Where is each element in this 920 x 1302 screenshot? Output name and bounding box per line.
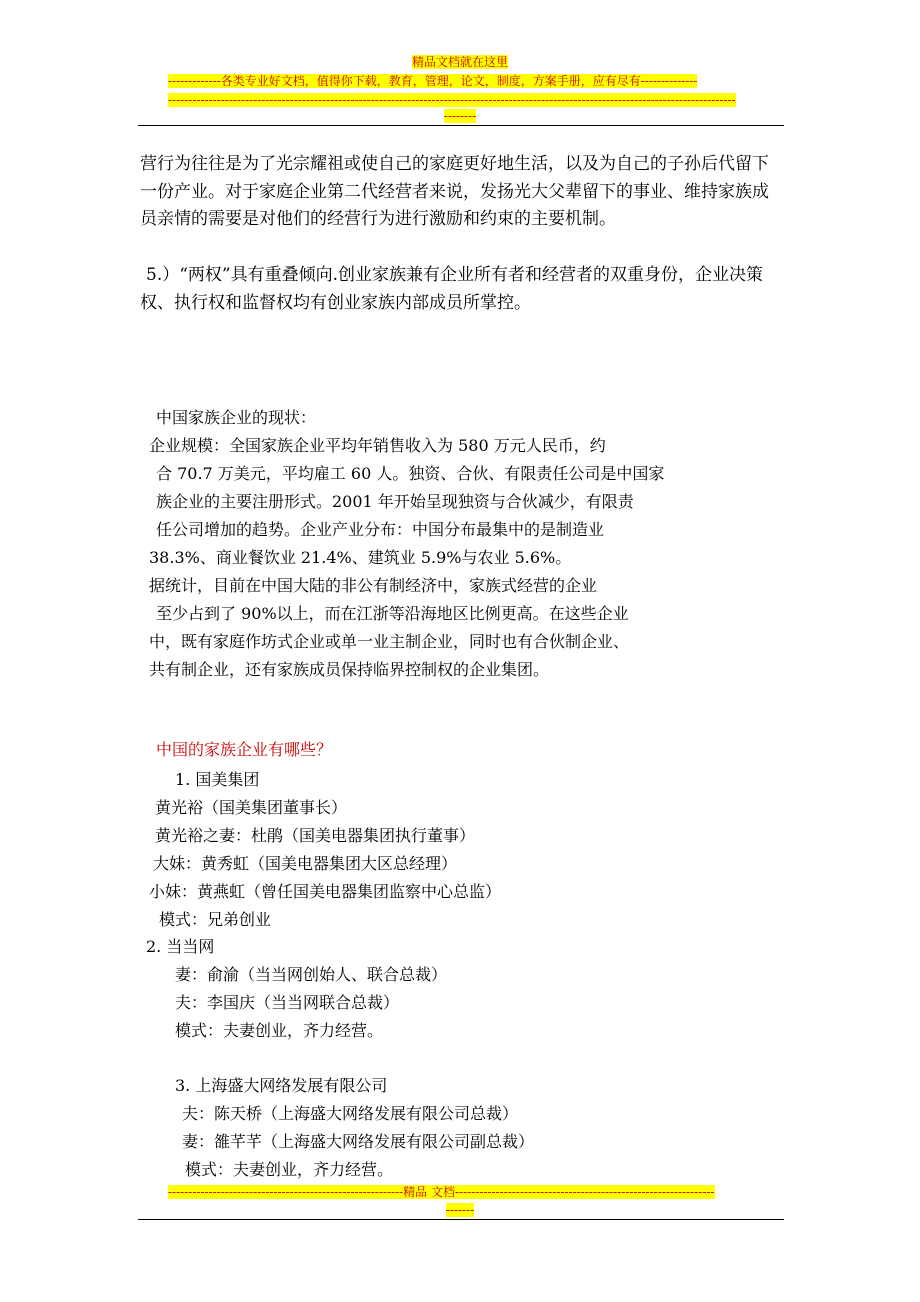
header-line1-text: -------------各类专业好文档，值得你下载，教育，管理，论文，制度，方案手册，应有尽有-------------- xyxy=(168,74,698,88)
gome-line: 小妹：黄燕虹（曾任国美电器集团监察中心总监） xyxy=(149,882,502,901)
footer-line1 xyxy=(168,1185,782,1200)
dangdang-line: 夫：李国庆（当当网联合总裁） xyxy=(175,993,400,1012)
status-line: 38.3%、商业餐饮业 21.4%、建筑业 5.9%与农业 5.6%。 xyxy=(149,548,572,567)
intro-paragraph-2: 5.）“两权”具有重叠倾向.创业家族兼有企业所有者和经营者的双重身份，企业决策权、执行权和监督权均有创业家族内部成员所掌控。 xyxy=(140,265,764,313)
status-line: 至少占到了 90%以上，而在江浙等沿海地区比例更高。在这些企业 xyxy=(156,604,629,623)
header-title-text: 精品文档就在这里 xyxy=(411,55,508,69)
footer-line1-text: ----------------------------------------------------------精品 文档---------------------------------------------------------------- xyxy=(168,1185,715,1199)
status-line: 族企业的主要注册形式。2001 年开始呈现独资与合伙减少，有限责 xyxy=(156,492,634,511)
gome-line: 模式：兄弟创业 xyxy=(159,910,272,929)
status-line: 企业规模：全国家族企业平均年销售收入为 580 万元人民币，约 xyxy=(149,436,606,455)
status-line: 据统计，目前在中国大陆的非公有制经济中，家族式经营的企业 xyxy=(149,576,598,595)
header-line1 xyxy=(168,74,782,89)
intro-paragraph-1: 营行为往往是为了光宗耀祖或使自己的家庭更好地生活，以及为自己的子孙后代留下一份产业。对于家庭企业第二代经营者来说，发扬光大父辈留下的事业、维持家族成员亲情的需要是对他们的经营行为进行激励和约束的主要机制。 xyxy=(140,154,769,229)
header-line2-text: -------------------------------------------------------------------------------------------------------------------------------------------- xyxy=(168,93,736,107)
header-line3 xyxy=(0,109,920,124)
gome-line: 黄光裕（国美集团董事长） xyxy=(155,798,348,817)
status-line: 任公司增加的趋势。企业产业分布：中国分布最集中的是制造业 xyxy=(156,520,605,539)
status-line: 合 70.7 万美元，平均雇工 60 人。独资、合伙、有限责任公司是中国家 xyxy=(156,464,665,483)
header-title xyxy=(0,55,920,70)
footer-line2 xyxy=(0,1203,920,1218)
header-line2 xyxy=(168,93,782,108)
gome-line: 黄光裕之妻：杜鹃（国美电器集团执行董事） xyxy=(155,826,476,845)
shanda-title: 3. 上海盛大网络发展有限公司 xyxy=(175,1076,388,1095)
status-line: 中，既有家庭作坊式企业或单一业主制企业，同时也有合伙制企业、 xyxy=(149,632,630,651)
shanda-line: 模式：夫妻创业，齐力经营。 xyxy=(185,1160,394,1179)
status-heading: 中国家族企业的现状： xyxy=(156,408,317,427)
footer-rule xyxy=(138,1219,784,1220)
dangdang-line: 模式：夫妻创业，齐力经营。 xyxy=(175,1021,384,1040)
footer-line2-text: ------- xyxy=(445,1203,475,1217)
gome-title: 1. 国美集团 xyxy=(175,770,260,789)
shanda-line: 夫：陈天桥（上海盛大网络发展有限公司总裁） xyxy=(182,1104,519,1123)
dangdang-line: 妻：俞渝（当当网创始人、联合总裁） xyxy=(175,965,448,984)
shanda-line: 妻：雒芊芊（上海盛大网络发展有限公司副总裁） xyxy=(182,1132,535,1151)
dangdang-title: 2. 当当网 xyxy=(146,937,215,956)
status-line: 共有制企业，还有家族成员保持临界控制权的企业集团。 xyxy=(149,660,550,679)
gome-line: 大妹：黄秀虹（国美电器集团大区总经理） xyxy=(153,854,458,873)
header-line3-text: -------- xyxy=(443,109,477,123)
header-rule xyxy=(138,125,784,126)
companies-heading: 中国的家族企业有哪些？ xyxy=(156,740,333,759)
